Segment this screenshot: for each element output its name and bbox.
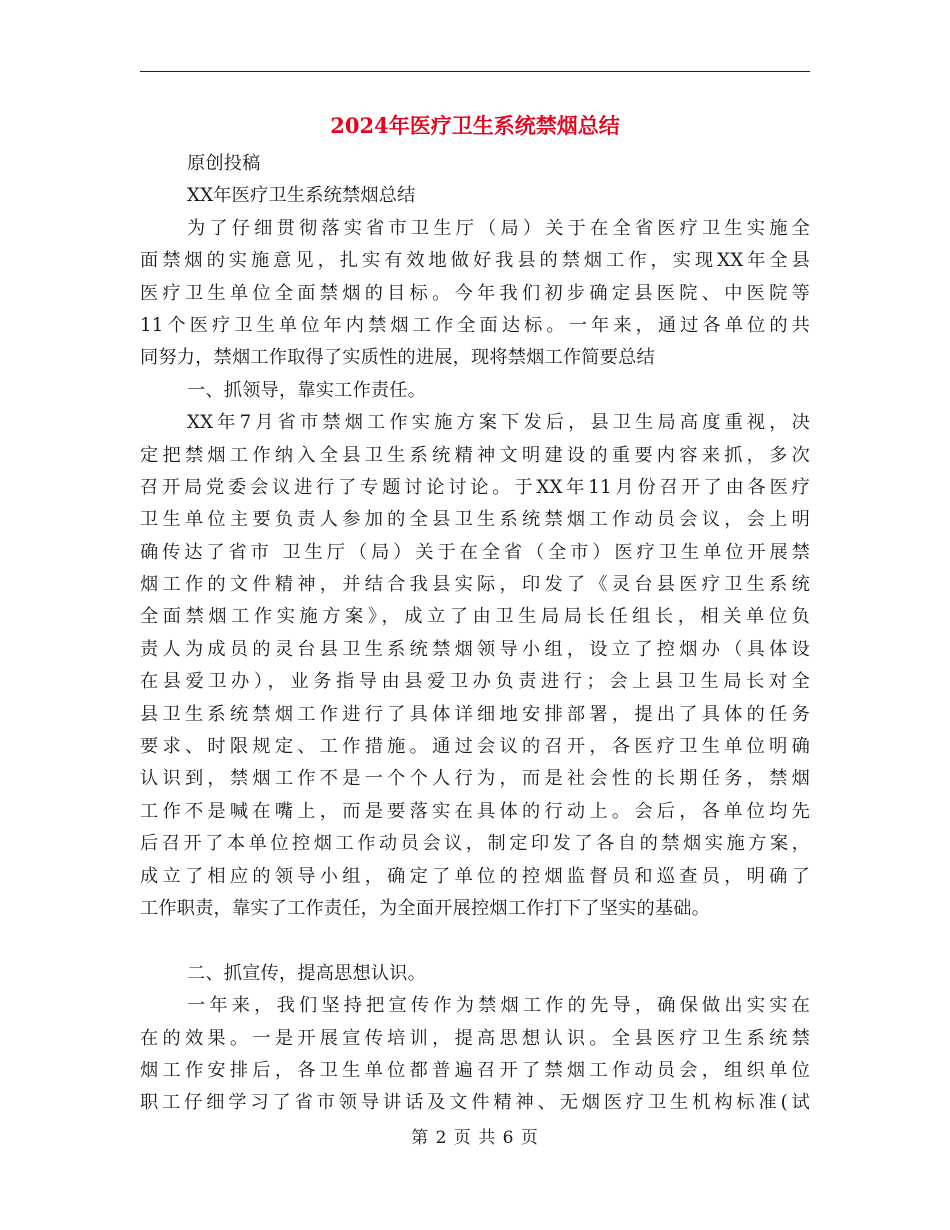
paragraph-line: 责人为成员的灵台县卫生系统禁烟领导小组，设立了控烟办（具体设 <box>140 638 810 660</box>
paragraph-line: 认识到，禁烟工作不是一个个人行为，而是社会性的长期任务，禁烟 <box>140 768 810 790</box>
paragraph-line: 原创投稿 <box>187 153 261 174</box>
paragraph-line: 县卫生系统禁烟工作进行了具体详细地安排部署，提出了具体的任务 <box>140 703 810 725</box>
document-body <box>140 148 810 1120</box>
paragraph-line: 后召开了本单位控烟工作动员会议，制定印发了各自的禁烟实施方案， <box>140 833 810 855</box>
paragraph-gap <box>140 925 810 957</box>
paragraph-line: 面禁烟的实施意见，扎实有效地做好我县的禁烟工作，实现XX年全县 <box>140 250 810 272</box>
paragraph-line: 在县爱卫办），业务指导由县爱卫办负责进行；会上县卫生局长对全 <box>140 671 810 693</box>
paragraph-line: 要求、时限规定、工作措施。通过会议的召开，各医疗卫生单位明确 <box>140 736 810 758</box>
paragraph-line: 医疗卫生单位全面禁烟的目标。今年我们初步确定县医院、中医院等 <box>140 282 810 304</box>
paragraph-line: 同努力，禁烟工作取得了实质性的进展，现将禁烟工作简要总结 <box>140 347 655 369</box>
paragraph-line: 全面禁烟工作实施方案》，成立了由卫生局局长任组长，相关单位负 <box>140 606 810 628</box>
paragraph-line: XX年7月省市禁烟工作实施方案下发后，县卫生局高度重视，决 <box>187 412 810 434</box>
paragraph-line: 确传达了省市 卫生厅（局）关于在全省（全市）医疗卫生单位开展禁 <box>140 541 810 563</box>
paragraph-line: 工作不是喊在嘴上，而是要落实在具体的行动上。会后，各单位均先 <box>140 800 810 822</box>
paragraph-line: 工作职责，靠实了工作责任，为全面开展控烟工作打下了坚实的基础。 <box>140 897 711 919</box>
paragraph-line: 定把禁烟工作纳入全县卫生系统精神文明建设的重要内容来抓，多次 <box>140 444 810 466</box>
paragraph-line: 11个医疗卫生单位年内禁烟工作全面达标。一年来，通过各单位的共 <box>140 314 810 336</box>
paragraph-line: 卫生单位主要负责人参加的全县卫生系统禁烟工作动员会议，会上明 <box>140 509 810 531</box>
paragraph-line: 烟工作的文件精神，并结合我县实际，印发了《灵台县医疗卫生系统 <box>140 574 810 596</box>
paragraph-line: 成立了相应的领导小组，确定了单位的控烟监督员和巡查员，明确了 <box>140 865 810 887</box>
section-heading: 一、抓领导，靠实工作责任。 <box>187 379 427 401</box>
paragraph-line: 一年来，我们坚持把宣传作为禁烟工作的先导，确保做出实实在 <box>187 995 810 1017</box>
header-rule <box>140 71 810 72</box>
paragraph-line: 烟工作安排后，各卫生单位都普遍召开了禁烟工作动员会，组织单位 <box>140 1059 810 1081</box>
paragraph-line: 召开局党委会议进行了专题讨论讨论。于XX年11月份召开了由各医疗 <box>140 476 810 498</box>
document-title: 2024年医疗卫生系统禁烟总结 <box>330 113 620 138</box>
paragraph-line: 职工仔细学习了省市领导讲话及文件精神、无烟医疗卫生机构标准(试 <box>140 1092 810 1114</box>
page-number-footer: 第 2 页 共 6 页 <box>411 1128 539 1148</box>
paragraph-line: 在的效果。一是开展宣传培训，提高思想认识。全县医疗卫生系统禁 <box>140 1027 810 1049</box>
paragraph-line: 为了仔细贯彻落实省市卫生厅（局）关于在全省医疗卫生实施全 <box>187 217 810 239</box>
section-heading: 二、抓宣传，提高思想认识。 <box>187 962 427 984</box>
paragraph-line: XX年医疗卫生系统禁烟总结 <box>187 185 416 207</box>
